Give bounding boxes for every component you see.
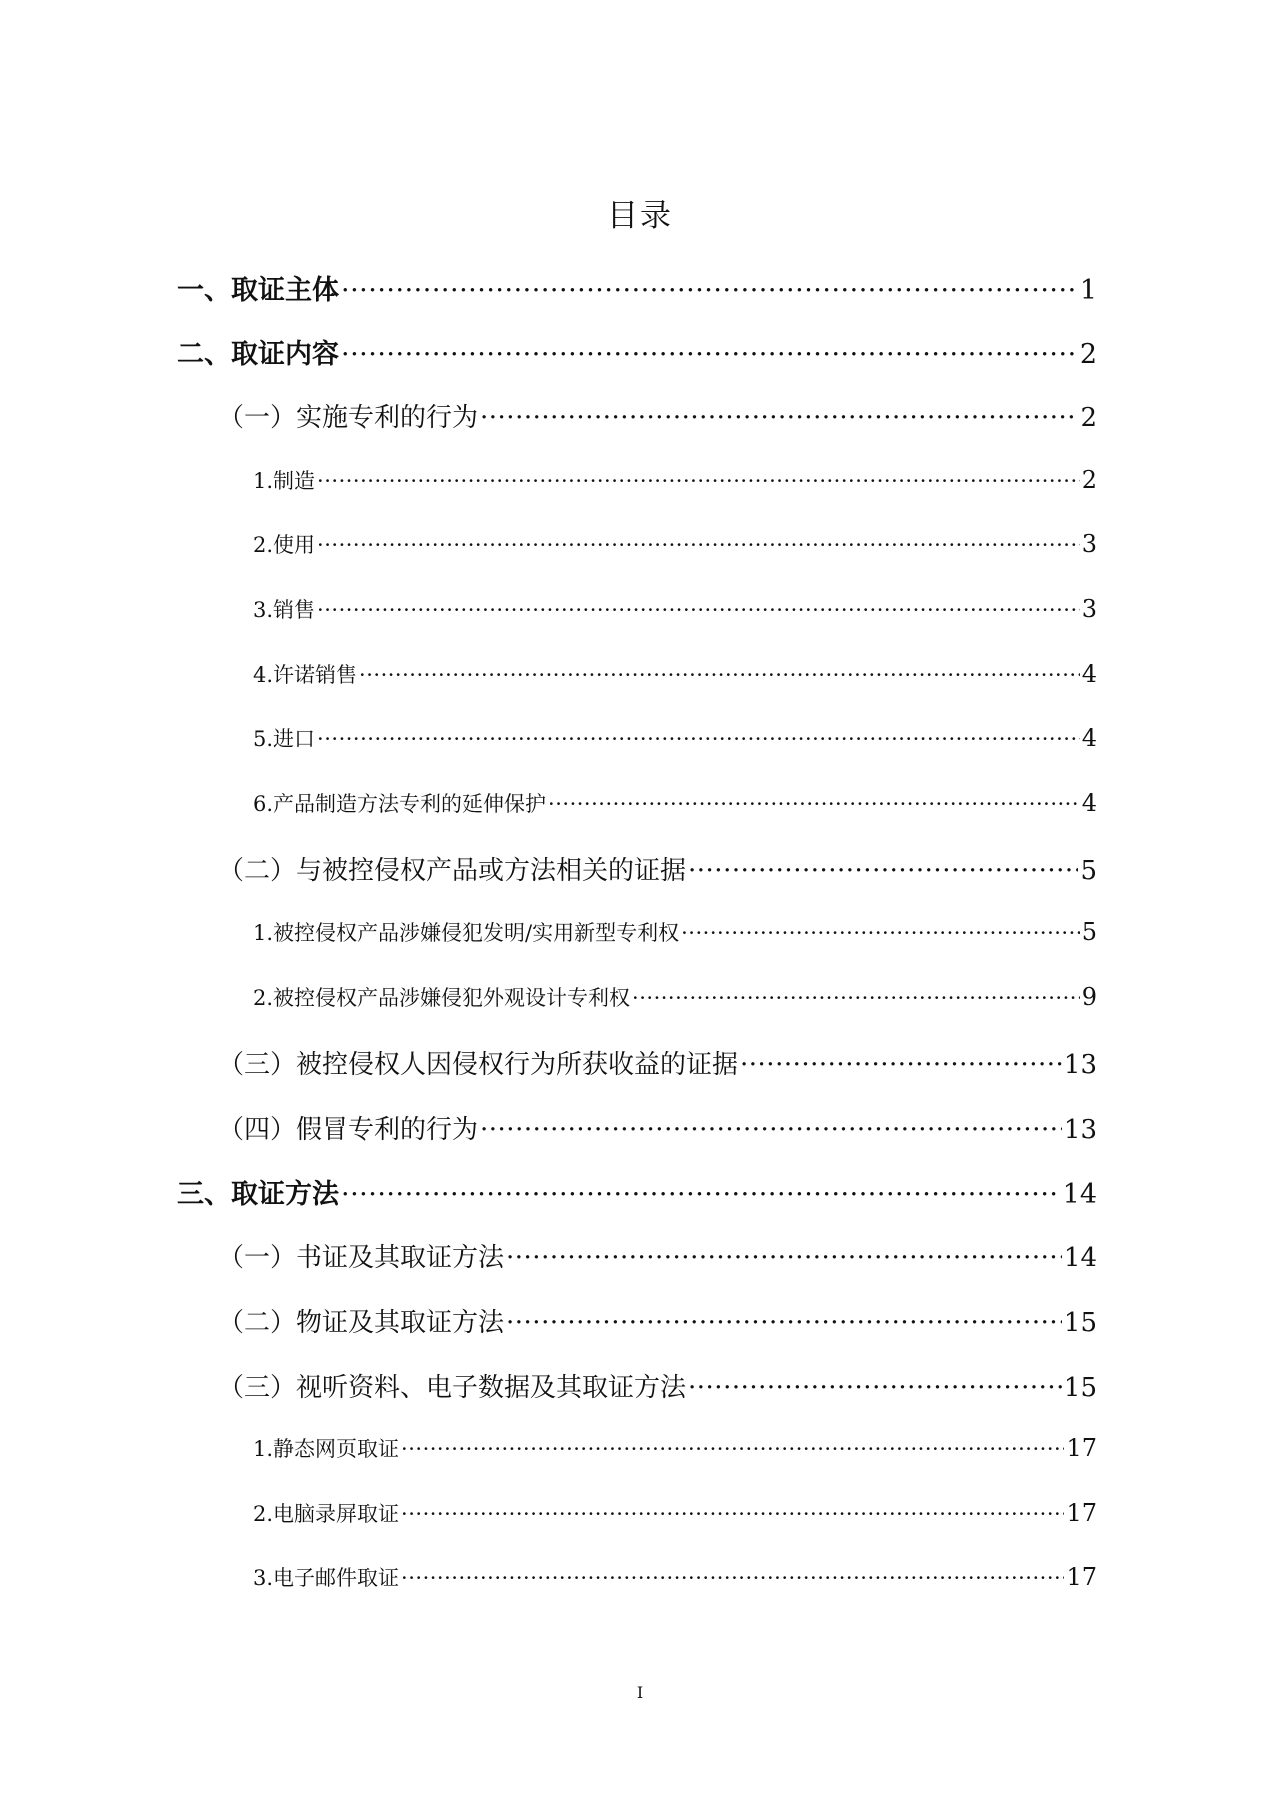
- dot-leader: [548, 792, 1080, 816]
- dot-leader: [506, 1243, 1062, 1273]
- toc-entry-page: 1: [1079, 275, 1097, 306]
- dot-leader: [341, 339, 1078, 370]
- toc-entry-label: 6.产品制造方法专利的延伸保护: [253, 792, 547, 816]
- toc-entry-subsection[interactable]: [218, 1109, 1097, 1146]
- toc-entry-subsection[interactable]: [218, 1302, 1097, 1339]
- toc-entry-label: 5.进口: [253, 727, 316, 751]
- toc-entry-page: 5: [1081, 918, 1097, 946]
- toc-entry-section-3[interactable]: [177, 1172, 1097, 1211]
- toc-entry-page: 14: [1063, 1243, 1097, 1273]
- toc-entry-label: 1.静态网页取证: [253, 1437, 400, 1461]
- toc-entry-page: 3: [1081, 530, 1097, 558]
- dot-leader: [688, 1373, 1062, 1403]
- toc-entry-label: 二、取证内容: [177, 339, 339, 370]
- toc-entry-label: 一、取证主体: [177, 275, 339, 306]
- toc-entry-label: 3.电子邮件取证: [253, 1566, 400, 1590]
- toc-entry-label: 2.被控侵权产品涉嫌侵犯外观设计专利权: [253, 986, 631, 1010]
- toc-entry-label: （二）与被控侵权产品或方法相关的证据: [218, 856, 687, 886]
- toc-entry-page: 2: [1080, 403, 1097, 433]
- dot-leader: [688, 856, 1078, 886]
- dot-leader: [740, 1050, 1062, 1080]
- toc-entry-label: 3.销售: [253, 598, 316, 622]
- dot-leader: [401, 1437, 1064, 1461]
- dot-leader: [681, 921, 1080, 945]
- toc-entry-page: 2: [1079, 339, 1097, 370]
- toc-entry-page: 15: [1063, 1308, 1097, 1338]
- dot-leader: [341, 275, 1078, 306]
- toc-entry-label: （二）物证及其取证方法: [218, 1308, 505, 1338]
- toc-entry-page: 4: [1081, 789, 1097, 817]
- toc-entry-page: 17: [1066, 1434, 1097, 1462]
- toc-entry-page: 13: [1063, 1115, 1097, 1145]
- toc-entry-item[interactable]: [253, 659, 1097, 689]
- dot-leader: [480, 1115, 1062, 1145]
- toc-entry-page: 15: [1063, 1373, 1097, 1403]
- toc-entry-item[interactable]: [253, 1498, 1097, 1528]
- toc-entry-label: 三、取证方法: [177, 1179, 339, 1210]
- toc-entry-subsection[interactable]: [218, 1044, 1097, 1081]
- toc-entry-page: 13: [1063, 1050, 1097, 1080]
- toc-entry-page: 4: [1081, 660, 1097, 688]
- toc-entry-subsection[interactable]: [218, 1367, 1097, 1404]
- toc-entry-page: 14: [1062, 1179, 1097, 1210]
- toc-entry-section-2[interactable]: [177, 332, 1097, 371]
- dot-leader: [506, 1308, 1062, 1338]
- toc-entry-label: （一）实施专利的行为: [218, 403, 479, 433]
- dot-leader: [317, 598, 1080, 622]
- dot-leader: [632, 986, 1080, 1010]
- toc-title: 目录: [607, 198, 673, 234]
- toc-entry-item[interactable]: [253, 1562, 1097, 1592]
- toc-entry-label: 2.电脑录屏取证: [253, 1502, 400, 1526]
- dot-leader: [401, 1502, 1064, 1526]
- toc-entry-label: （四）假冒专利的行为: [218, 1115, 479, 1145]
- toc-entry-label: （一）书证及其取证方法: [218, 1243, 505, 1273]
- toc-entry-label: （三）被控侵权人因侵权行为所获收益的证据: [218, 1050, 739, 1080]
- toc-entry-item[interactable]: [253, 917, 1097, 947]
- toc-entry-subsection[interactable]: [218, 397, 1097, 434]
- page-number-footer: I: [636, 1683, 644, 1702]
- toc-entry-label: 4.许诺销售: [253, 663, 358, 687]
- toc-entry-page: 17: [1066, 1563, 1097, 1591]
- toc-entry-item[interactable]: [253, 1433, 1097, 1463]
- toc-entry-page: 5: [1080, 856, 1097, 886]
- toc-entry-page: 9: [1081, 983, 1097, 1011]
- toc-entry-label: （三）视听资料、电子数据及其取证方法: [218, 1373, 687, 1403]
- dot-leader: [341, 1179, 1061, 1210]
- toc-entry-item[interactable]: [253, 529, 1097, 559]
- toc-entry-label: 1.被控侵权产品涉嫌侵犯发明/实用新型专利权: [253, 921, 680, 945]
- toc-entry-item[interactable]: [253, 982, 1097, 1012]
- toc-entry-subsection[interactable]: [218, 1237, 1097, 1274]
- dot-leader: [317, 469, 1080, 493]
- toc-entry-item[interactable]: [253, 788, 1097, 818]
- dot-leader: [359, 663, 1080, 687]
- toc-entry-page: 3: [1081, 595, 1097, 623]
- dot-leader: [317, 727, 1080, 751]
- toc-entry-item[interactable]: [253, 465, 1097, 495]
- toc-entry-item[interactable]: [253, 723, 1097, 753]
- toc-entry-page: 2: [1081, 466, 1097, 494]
- toc-entry-item[interactable]: [253, 594, 1097, 624]
- toc-entry-subsection[interactable]: [218, 850, 1097, 887]
- toc-entry-section-1[interactable]: [177, 268, 1097, 307]
- toc-entry-page: 17: [1066, 1499, 1097, 1527]
- toc-entry-label: 2.使用: [253, 533, 316, 557]
- toc-entry-page: 4: [1081, 724, 1097, 752]
- toc-entry-label: 1.制造: [253, 469, 316, 493]
- dot-leader: [401, 1566, 1064, 1590]
- dot-leader: [317, 533, 1080, 557]
- dot-leader: [480, 403, 1078, 433]
